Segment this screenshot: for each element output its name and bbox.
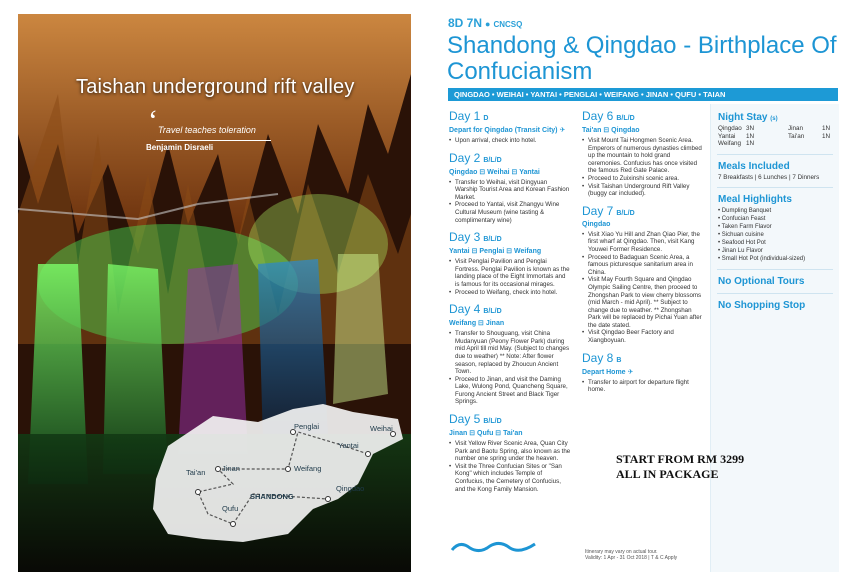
day-title [582,110,704,125]
activity-item: • Visit Yellow River Scenic Area, Quan City Park and Baotu Spring, also known as the number one spring under the heaven. [449,440,571,463]
day-activities [582,137,704,198]
day-title [449,152,571,167]
day-meals: B/L/D [483,308,502,316]
day-activities [582,231,704,345]
day-block [449,152,571,225]
tour-duration: 8D 7N [448,16,483,30]
day-label: Day 8 [582,350,614,365]
stay-city [788,140,822,148]
map-city-yantai: Yantai [338,441,359,450]
day-title [449,413,571,428]
itinerary-column-2 [582,110,704,401]
day-label: Day 4 [449,302,481,317]
activity-item: • Transfer to Weihai, visit Dingyuan Warship Tourist Area and Korean Fashion Market. [449,179,571,202]
activity-item: • Proceed to Weifang, check into hotel. [449,289,571,297]
footer-line-1: Itinerary may vary on actual tour. [585,549,658,555]
night-stay-title: Night Stay [718,112,768,123]
promo-package-line: ALL IN PACKAGE [616,467,719,481]
meals-included-heading: Meals Included [718,160,790,172]
divider [717,269,833,270]
cave-photo [18,14,411,572]
map-city-qufu: Qufu [222,504,239,513]
day-route: Jinan ⊟ Qufu ⊟ Tai'an [449,430,523,438]
meals-included-text: 7 Breakfasts | 6 Lunches | 7 Dinners [718,173,820,181]
activity-item: • Transfer to Shouguang, visit China Mudanyuan (Peony Flower Park) during mid April till mid May. (Subject to changes due to weather) ** Note: After flower season, replaced by Zhoucun Ancient Town. [449,330,571,376]
night-stay-sub: (s) [770,116,778,122]
day-activities [449,179,571,225]
day-label: Day 7 [582,203,614,218]
day-route: Weifang ⊟ Jinan [449,320,505,328]
day-route: Depart for Qingdao (Transit City) ✈ [449,127,566,134]
promo-price-line: START FROM RM 3299 [616,452,745,466]
day-title [449,303,571,318]
divider [717,154,833,155]
info-sidebar [710,104,839,572]
meal-highlights-heading: Meal Highlights [718,193,792,205]
night-stay-table [718,125,839,148]
meal-highlight-item: • Taken Farm Flavor [718,223,839,231]
dot-separator: ● [485,19,491,29]
day-route: Yantai ⊟ Penglai ⊟ Weifang [449,248,542,256]
activity-item: • Visit Qingdao Beer Factory and Xiangboyuan. [582,329,704,344]
day-route: Qingdao ⊟ Weihai ⊟ Yantai [449,168,540,176]
day-activities [449,137,571,145]
quote-author: Benjamin Disraeli [146,143,214,152]
quote-text: Travel teaches toleration [158,125,256,135]
divider [717,293,833,294]
map-city-weihai: Weihai [370,424,393,433]
activity-item: • Proceed to Jinan, and visit the Daming Lake, Wulong Pond, Quancheng Square, Furong Ancient Street and Black Tiger Springs. [449,376,571,406]
footer-line-2: Validity: 1 Apr - 31 Oct 2018 | T & C Apply [585,555,678,561]
stay-nights: 1N [746,140,755,148]
quote-divider [156,140,271,141]
meal-highlights-list [711,207,839,263]
activity-item: • Transfer to airport for departure flight home. [582,379,704,394]
day-activities [449,258,571,296]
meal-highlight-item: • Sichuan cuisine [718,231,839,239]
day-block [449,303,571,406]
day-block [582,110,704,198]
day-title [449,231,571,246]
activity-item: • Proceed to Yantai, visit Zhangyu Wine Cultural Museum (wine tasting & complimentary wine) [449,201,571,224]
day-block [449,231,571,296]
stay-city: Yantai [718,132,736,140]
night-stay-row [718,140,839,148]
meal-highlight-item: • Small Hot Pot (individual-sized) [718,255,839,263]
night-stay-row [718,133,839,141]
no-shopping-stop: No Shopping Stop [718,299,806,311]
meal-highlight-item: • Dumpling Banquet [718,207,839,215]
no-optional-tours: No Optional Tours [718,275,805,287]
stay-city: Weifang [718,140,741,148]
day-route: Qingdao [582,220,611,228]
price-promo [616,452,744,482]
activity-item: • Visit May Fourth Square and Qingdao Olympic Sailing Centre, then proceed to Zhongshan Park to view cherry blossoms (mid March - mid April). ** Subject to change due to weather. ** Zhongshan Park will be replaced by Pichai Yuan after the date stated. [582,276,704,329]
wave-logo-icon [450,540,540,554]
day-activities [449,330,571,406]
day-label: Day 5 [449,412,481,427]
cities-bar: QINGDAO • WEIHAI • YANTAI • PENGLAI • WEIFANG • JINAN • QUFU • TAIAN [448,88,838,101]
activity-item: • Proceed to Zuixinshi scenic area. [582,175,704,183]
map-city-penglai: Penglai [294,422,320,431]
activity-item: • Visit the Three Confucian Sites or "San Kong" which includes Temple of Confucius, the Cemetery of Confucius, and the Kong Family Mansion. [449,463,571,493]
night-stay-heading [718,112,839,123]
day-label: Day 6 [582,109,614,123]
night-stay-row [718,125,839,133]
day-meals: B/L/D [483,236,502,244]
activity-item: • Visit Taishan Underground Rift Valley (buggy car included). [582,183,704,198]
day-meals: B/L/D [483,156,502,164]
activity-item: • Proceed to Badaguan Scenic Area, a famous picturesque sanitarium area in China. [582,254,704,277]
day-block [449,413,571,493]
stay-city: Qingdao [718,125,742,132]
divider [717,187,833,188]
day-label: Day 2 [449,150,481,165]
map-province-label: SHANDONG [250,492,294,501]
day-block [582,205,704,345]
day-label: Day 3 [449,230,481,245]
stay-city: Jinan [788,125,804,132]
stay-city: Tai'an [788,132,805,140]
map-city-weifang: Weifang [294,464,322,473]
footer-note [585,549,677,561]
map-city-jinan: Jinan [222,464,240,473]
activity-item: • Visit Mount Tai Hongmen Scenic Area. Emperors of numerous dynasties climbed up the mountain to hold grand ceremonies. Confucius has once visited the famous Red Gate Palace. [582,137,704,175]
map-city-qingdao: Qingdao [336,484,365,493]
day-meals: D [483,115,489,122]
day-title [449,110,571,125]
map-city-taian: Tai'an [186,468,206,477]
activity-item: • Upon arrival, check into hotel. [449,137,571,145]
meal-highlight-item: • Seafood Hot Pot [718,239,839,247]
day-meals: B/L/D [483,418,502,426]
day-meals: B/L/D [616,115,635,122]
day-label: Day 1 [449,109,481,123]
stay-nights: 1N [822,125,831,132]
stay-nights: 3N [746,125,755,132]
day-route: Depart Home ✈ [582,368,634,376]
day-route: Tai'an ⊟ Qingdao [582,127,640,134]
day-meals: B [616,356,622,364]
day-activities [582,379,704,394]
activity-item: • Visit Xiao Yu Hill and Zhan Qiao Pier, the first wharf at Qingdao. Then, visit Kang Youwei Former Residence. [582,231,704,254]
meal-highlight-item: • Confucian Feast [718,215,839,223]
stay-nights: 1N [746,132,755,140]
page-title: Shandong & Qingdao - Birthplace Of Confucianism [447,32,837,85]
itinerary-column-1 [449,110,571,500]
day-title [582,352,704,367]
day-title [582,205,704,220]
day-activities [449,440,571,493]
day-meals: B/L/D [616,209,635,217]
tour-code: CNCSQ [493,20,523,29]
day-block [582,352,704,394]
day-block [449,110,571,145]
tour-code-line [448,16,522,30]
quote-mark: ‘ [148,104,158,137]
photo-title: Taishan underground rift valley [76,76,355,98]
stay-nights: 1N [822,132,831,140]
activity-item: • Visit Penglai Pavilion and Penglai Fortress. Penglai Pavilion is known as the landing place of the Eight Immortals and is famous for its occasional mirages. [449,258,571,288]
meal-highlight-item: • Jinan Lu Flavor [718,247,839,255]
